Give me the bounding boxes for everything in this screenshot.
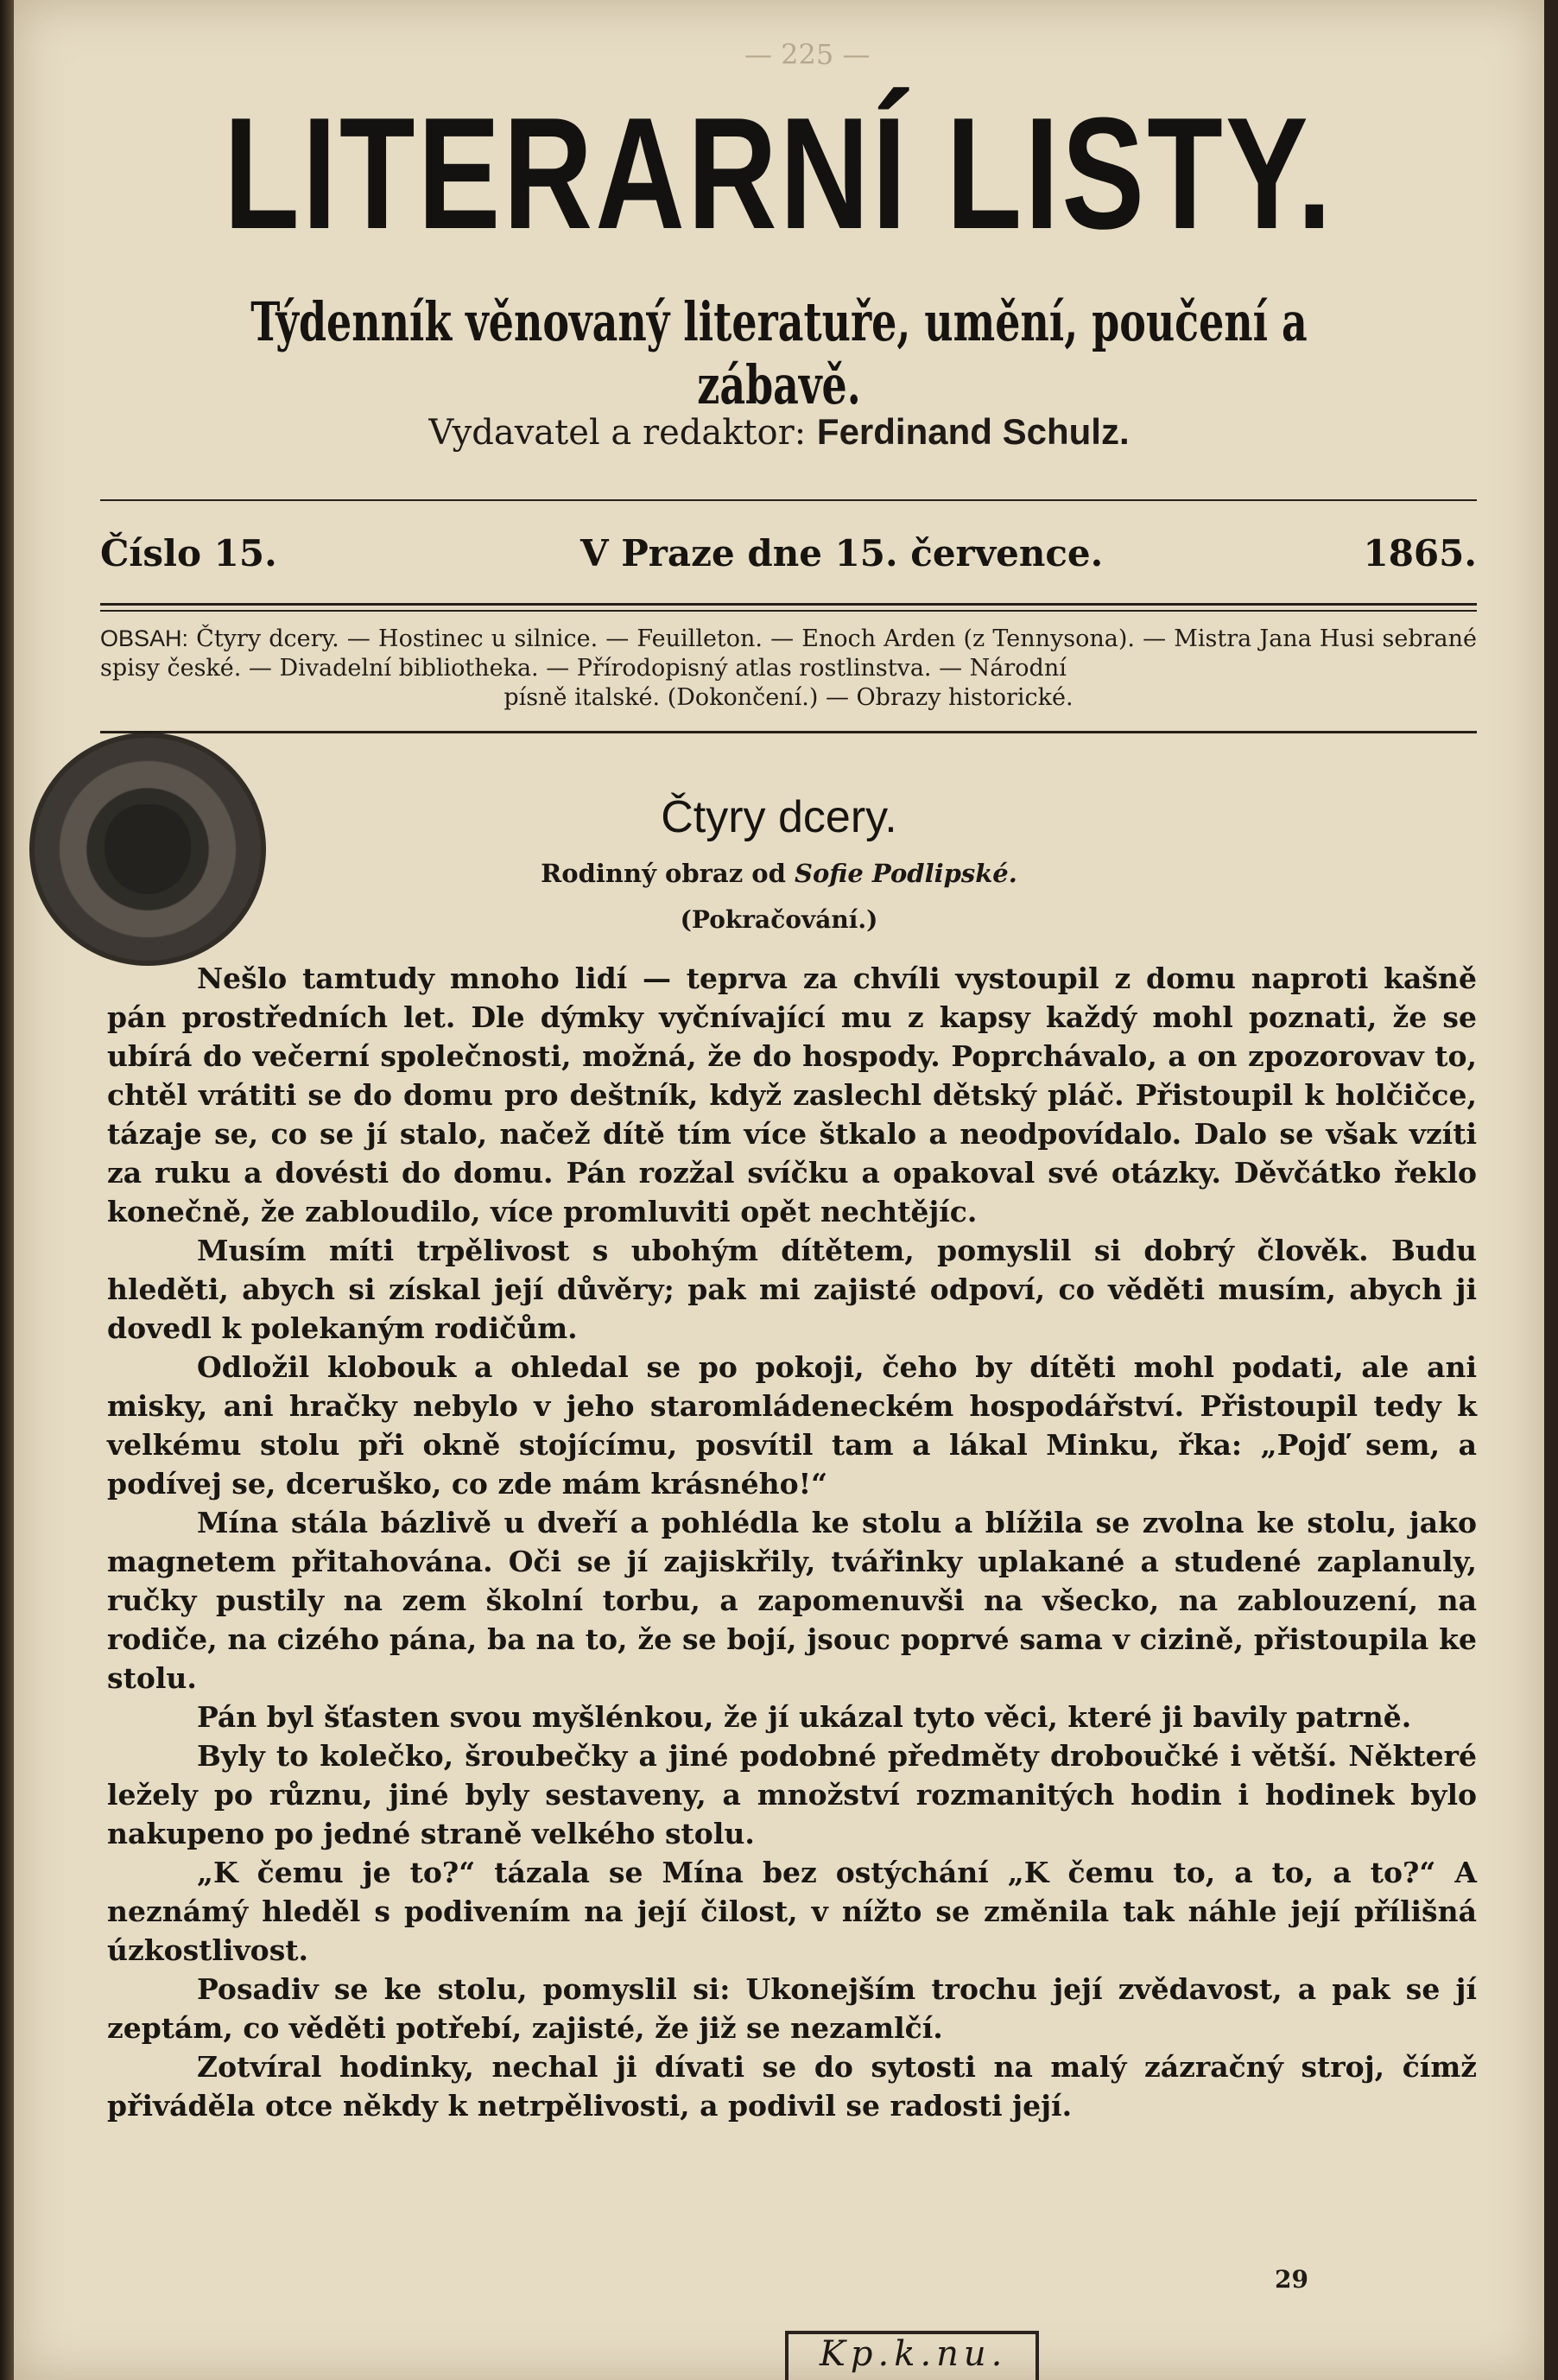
paragraph: Posadiv se ke stolu, pomyslil si: Ukonejším trochu její zvědavost, a pak se jí zeptám, co věděti potřebí, zajisté, že již se nezamlčí. — [107, 1972, 1477, 2045]
paragraph: Mína stála bázlivě u dveří a pohlédla ke stolu a blížila se zvolna ke stolu, jako magnetem přitahována. Oči se jí zajiskřily, tvářinky uplakané a studené zaplanuly, ručky pustily na zem školní torbu, a zapomenuvši na všecko, na zablouzení, na rodiče, na cizého pána, ba na to, že se bojí, jsouc poprvé sama v cizině, přistoupila ke stolu. — [107, 1506, 1477, 1695]
article-subtitle-prefix: Rodinný obraz od — [541, 859, 786, 888]
paragraph: Odložil klobouk a ohledal se po pokoji, čeho by dítěti mohl podati, ale ani misky, ani hračky nebylo v jeho staromládeneckém hospodářství. Přistoupil tedy k velkému stolu při okně stojícímu, posvítil tam a lákal Minku, řka: „Pojď sem, a podívej se, dceruško, co zde mám krásného!“ — [107, 1350, 1477, 1501]
rule-issue-bottom — [100, 610, 1477, 612]
paragraph: Pán byl šťasten svou myšlénkou, že jí ukázal tyto věci, které ji bavily patrně. — [197, 1700, 1412, 1734]
page-number: 29 — [1275, 2265, 1308, 2294]
contents-text: Čtyry dcery. — Hostinec u silnice. — Feuilleton. — Enoch Arden (z Tennysona). — Mistra Jana Husi sebrané spisy české. — Divadelní bibliotheka. — Přírodopisný atlas rostlinstva. — Národní — [100, 625, 1477, 682]
paragraph: Zotvíral hodinky, nechal ji dívati se do sytosti na malý zázračný stroj, čímž přiváděla otce někdy k netrpělivosti, a podivil se radosti její. — [107, 2050, 1477, 2123]
rule-issue-top — [100, 603, 1477, 606]
newspaper-page — [14, 0, 1544, 2380]
paragraph: Byly to kolečko, šroubečky a jiné podobné předměty droboučké i větší. Některé ležely po různu, jiné byly sestaveny, a množství rozmanitých hodin i hodinek bylo nakupeno po jedné straně velkého stolu. — [107, 1739, 1477, 1850]
paragraph: „K čemu je to?“ tázala se Mína bez ostýchání „K čemu to, a to, a to?“ A neznámý hleděl s podivením na její čilost, v nížto se změnila tak náhle její přílišná úzkostlivost. — [107, 1856, 1477, 1967]
rule-contents-bottom — [100, 731, 1477, 733]
library-mark-box — [785, 2331, 1039, 2380]
article-author: Sofie Podlipské. — [795, 859, 1017, 888]
binding-edge — [0, 0, 14, 2380]
library-mark: Kp.k.nu. — [820, 2334, 1008, 2374]
issue-number: Číslo 15. — [100, 532, 277, 574]
article-body — [107, 959, 1477, 2125]
rule-top — [100, 499, 1477, 501]
editor-name: Ferdinand Schulz. — [816, 411, 1130, 452]
masthead-subtitle: Týdenník věnovaný literatuře, umění, poučení a zábavě. — [250, 290, 1308, 416]
masthead-title: LITERARNÍ LISTY. — [224, 84, 1334, 262]
editor-line — [14, 411, 1544, 453]
article-title: Čtyry dcery. — [661, 792, 897, 842]
contents-label: OBSAH: — [100, 625, 189, 651]
paragraph: Nešlo tamtudy mnoho lidí — teprva za chvíli vystoupil z domu naproti kašně pán prostředních let. Dle dýmky vyčnívající mu z kapsy každý mohl poznati, že se ubírá do večerní společnosti, možná, že do hospody. Poprchávalo, a on zpozorovav to, chtěl vrátiti se do domu pro deštník, když zaslechl dětský pláč. Přistoupil k holčičce, tázaje se, co se jí stalo, načež dítě tím více štkalo a neodpovídalo. Dalo se však vzíti za ruku a dovésti do domu. Pán rozžal svíčku a opakoval své otázky. Děvčátko řeklo konečně, že zabloudilo, více promluviti opět nechtějíc. — [107, 962, 1477, 1228]
paragraph: Musím míti trpělivost s ubohým dítětem, pomyslil si dobrý člověk. Budu hleděti, abych si získal její důvěry; pak mi zajisté odpoví, co věděti musím, abych ji dovedl k polekaným rodičům. — [107, 1234, 1477, 1345]
issue-year: 1865. — [1363, 532, 1477, 574]
faded-page-number: — 225 — — [744, 38, 871, 71]
article-continuation: (Pokračování.) — [680, 905, 878, 934]
article-subtitle — [14, 859, 1544, 888]
contents-last-line: písně italské. (Dokončení.) — Obrazy historické. — [504, 684, 1074, 711]
editor-label: Vydavatel a redaktor: — [428, 413, 807, 453]
issue-date: V Praze dne 15. července. — [580, 532, 1104, 574]
contents-block — [100, 624, 1477, 713]
